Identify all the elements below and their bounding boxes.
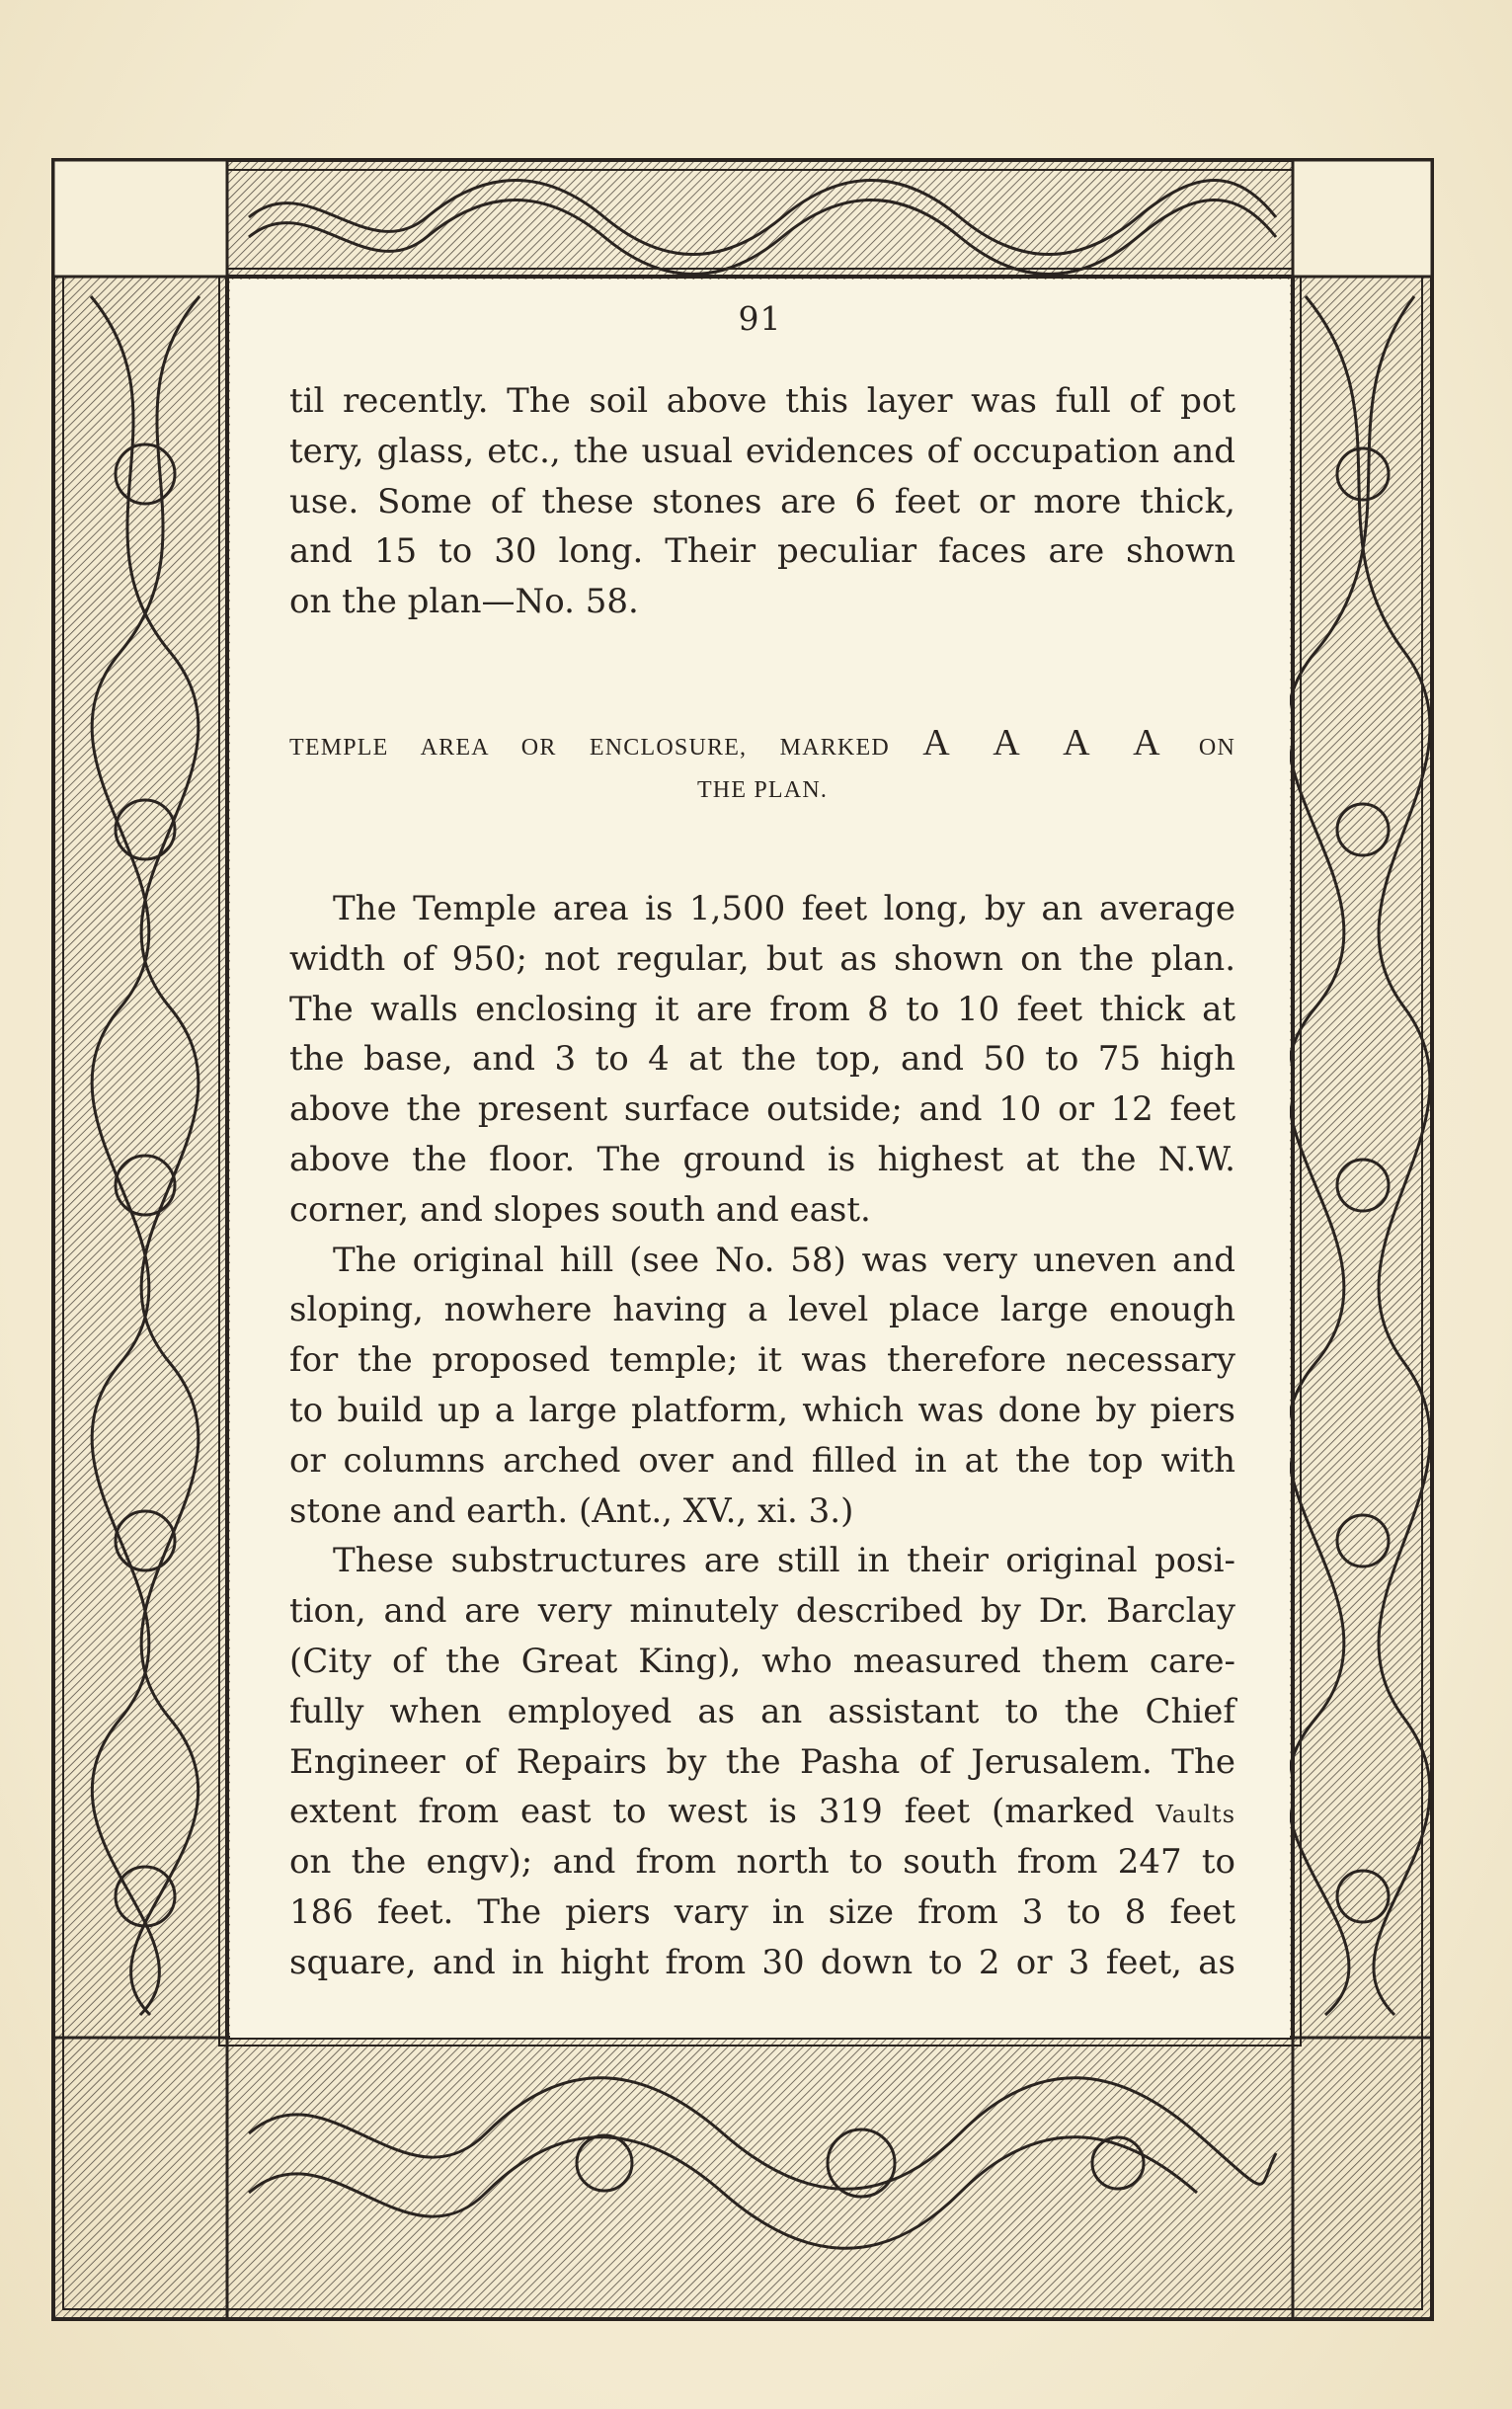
text-fragment: extent from east to west is 319 feet (marked bbox=[289, 1792, 1135, 1832]
text-line: use. Some of these stones are 6 feet or more thick, bbox=[289, 481, 1235, 522]
body-text bbox=[289, 376, 1235, 1988]
page-number: 91 bbox=[738, 299, 782, 338]
text-line: width of 950; not regular, but as shown on the plan. bbox=[289, 938, 1235, 979]
text-line: stone and earth. (Ant., XV., xi. 3.) bbox=[289, 1490, 854, 1531]
text-panel bbox=[230, 280, 1290, 2038]
section-heading bbox=[289, 718, 1235, 767]
text-line: (City of the Great King), who measured them care- bbox=[289, 1641, 1235, 1681]
text-line: the base, and 3 to 4 at the top, and 50 to 75 high bbox=[289, 1039, 1235, 1080]
text-line: tion, and are very minutely described by Dr. Barclay bbox=[289, 1591, 1235, 1632]
text-line: for the proposed temple; it was therefore necessary bbox=[289, 1340, 1235, 1381]
text-line: sloping, nowhere having a level place large enough bbox=[289, 1290, 1235, 1330]
text-line: tery, glass, etc., the usual evidences of occupation and bbox=[289, 431, 1235, 471]
text-line: above the floor. The ground is highest at the N.W. bbox=[289, 1139, 1235, 1179]
text-line: 186 feet. The piers vary in size from 3 to 8 feet bbox=[289, 1891, 1235, 1932]
text-line: The walls enclosing it are from 8 to 10 feet thick at bbox=[289, 989, 1235, 1029]
text-line: The original hill (see No. 58) was very uneven and bbox=[333, 1240, 1235, 1280]
text-line: til recently. The soil above this layer was full of pot bbox=[289, 381, 1235, 421]
heading-part-2: ON bbox=[1198, 734, 1235, 761]
text-line bbox=[289, 1787, 1235, 1837]
text-line: above the present surface outside; and 10 or 12 feet bbox=[289, 1089, 1235, 1130]
section-heading-line-2: THE PLAN. bbox=[696, 776, 829, 803]
text-line: The Temple area is 1,500 feet long, by an average bbox=[333, 888, 1235, 928]
text-line: fully when employed as an assistant to the Chief bbox=[289, 1691, 1235, 1731]
text-line: and 15 to 30 long. Their peculiar faces are shown bbox=[289, 531, 1235, 572]
text-line: or columns arched over and filled in at the top with bbox=[289, 1440, 1235, 1481]
text-line: square, and in hight from 30 down to 2 or 3 feet, as bbox=[289, 1942, 1235, 1982]
heading-letters: A A A A bbox=[922, 721, 1166, 763]
heading-part-1: TEMPLE AREA OR ENCLOSURE, MARKED bbox=[289, 734, 890, 761]
text-line: corner, and slopes south and east. bbox=[289, 1189, 871, 1230]
text-line: on the plan—No. 58. bbox=[289, 582, 639, 622]
text-line: on the engv); and from north to south from 247 to bbox=[289, 1842, 1235, 1883]
text-line: Engineer of Repairs by the Pasha of Jerusalem. The bbox=[289, 1741, 1235, 1782]
vaults-label: Vaults bbox=[1155, 1801, 1236, 1829]
text-line: to build up a large platform, which was done by piers bbox=[289, 1390, 1235, 1430]
text-line: These substructures are still in their original posi- bbox=[333, 1541, 1235, 1581]
